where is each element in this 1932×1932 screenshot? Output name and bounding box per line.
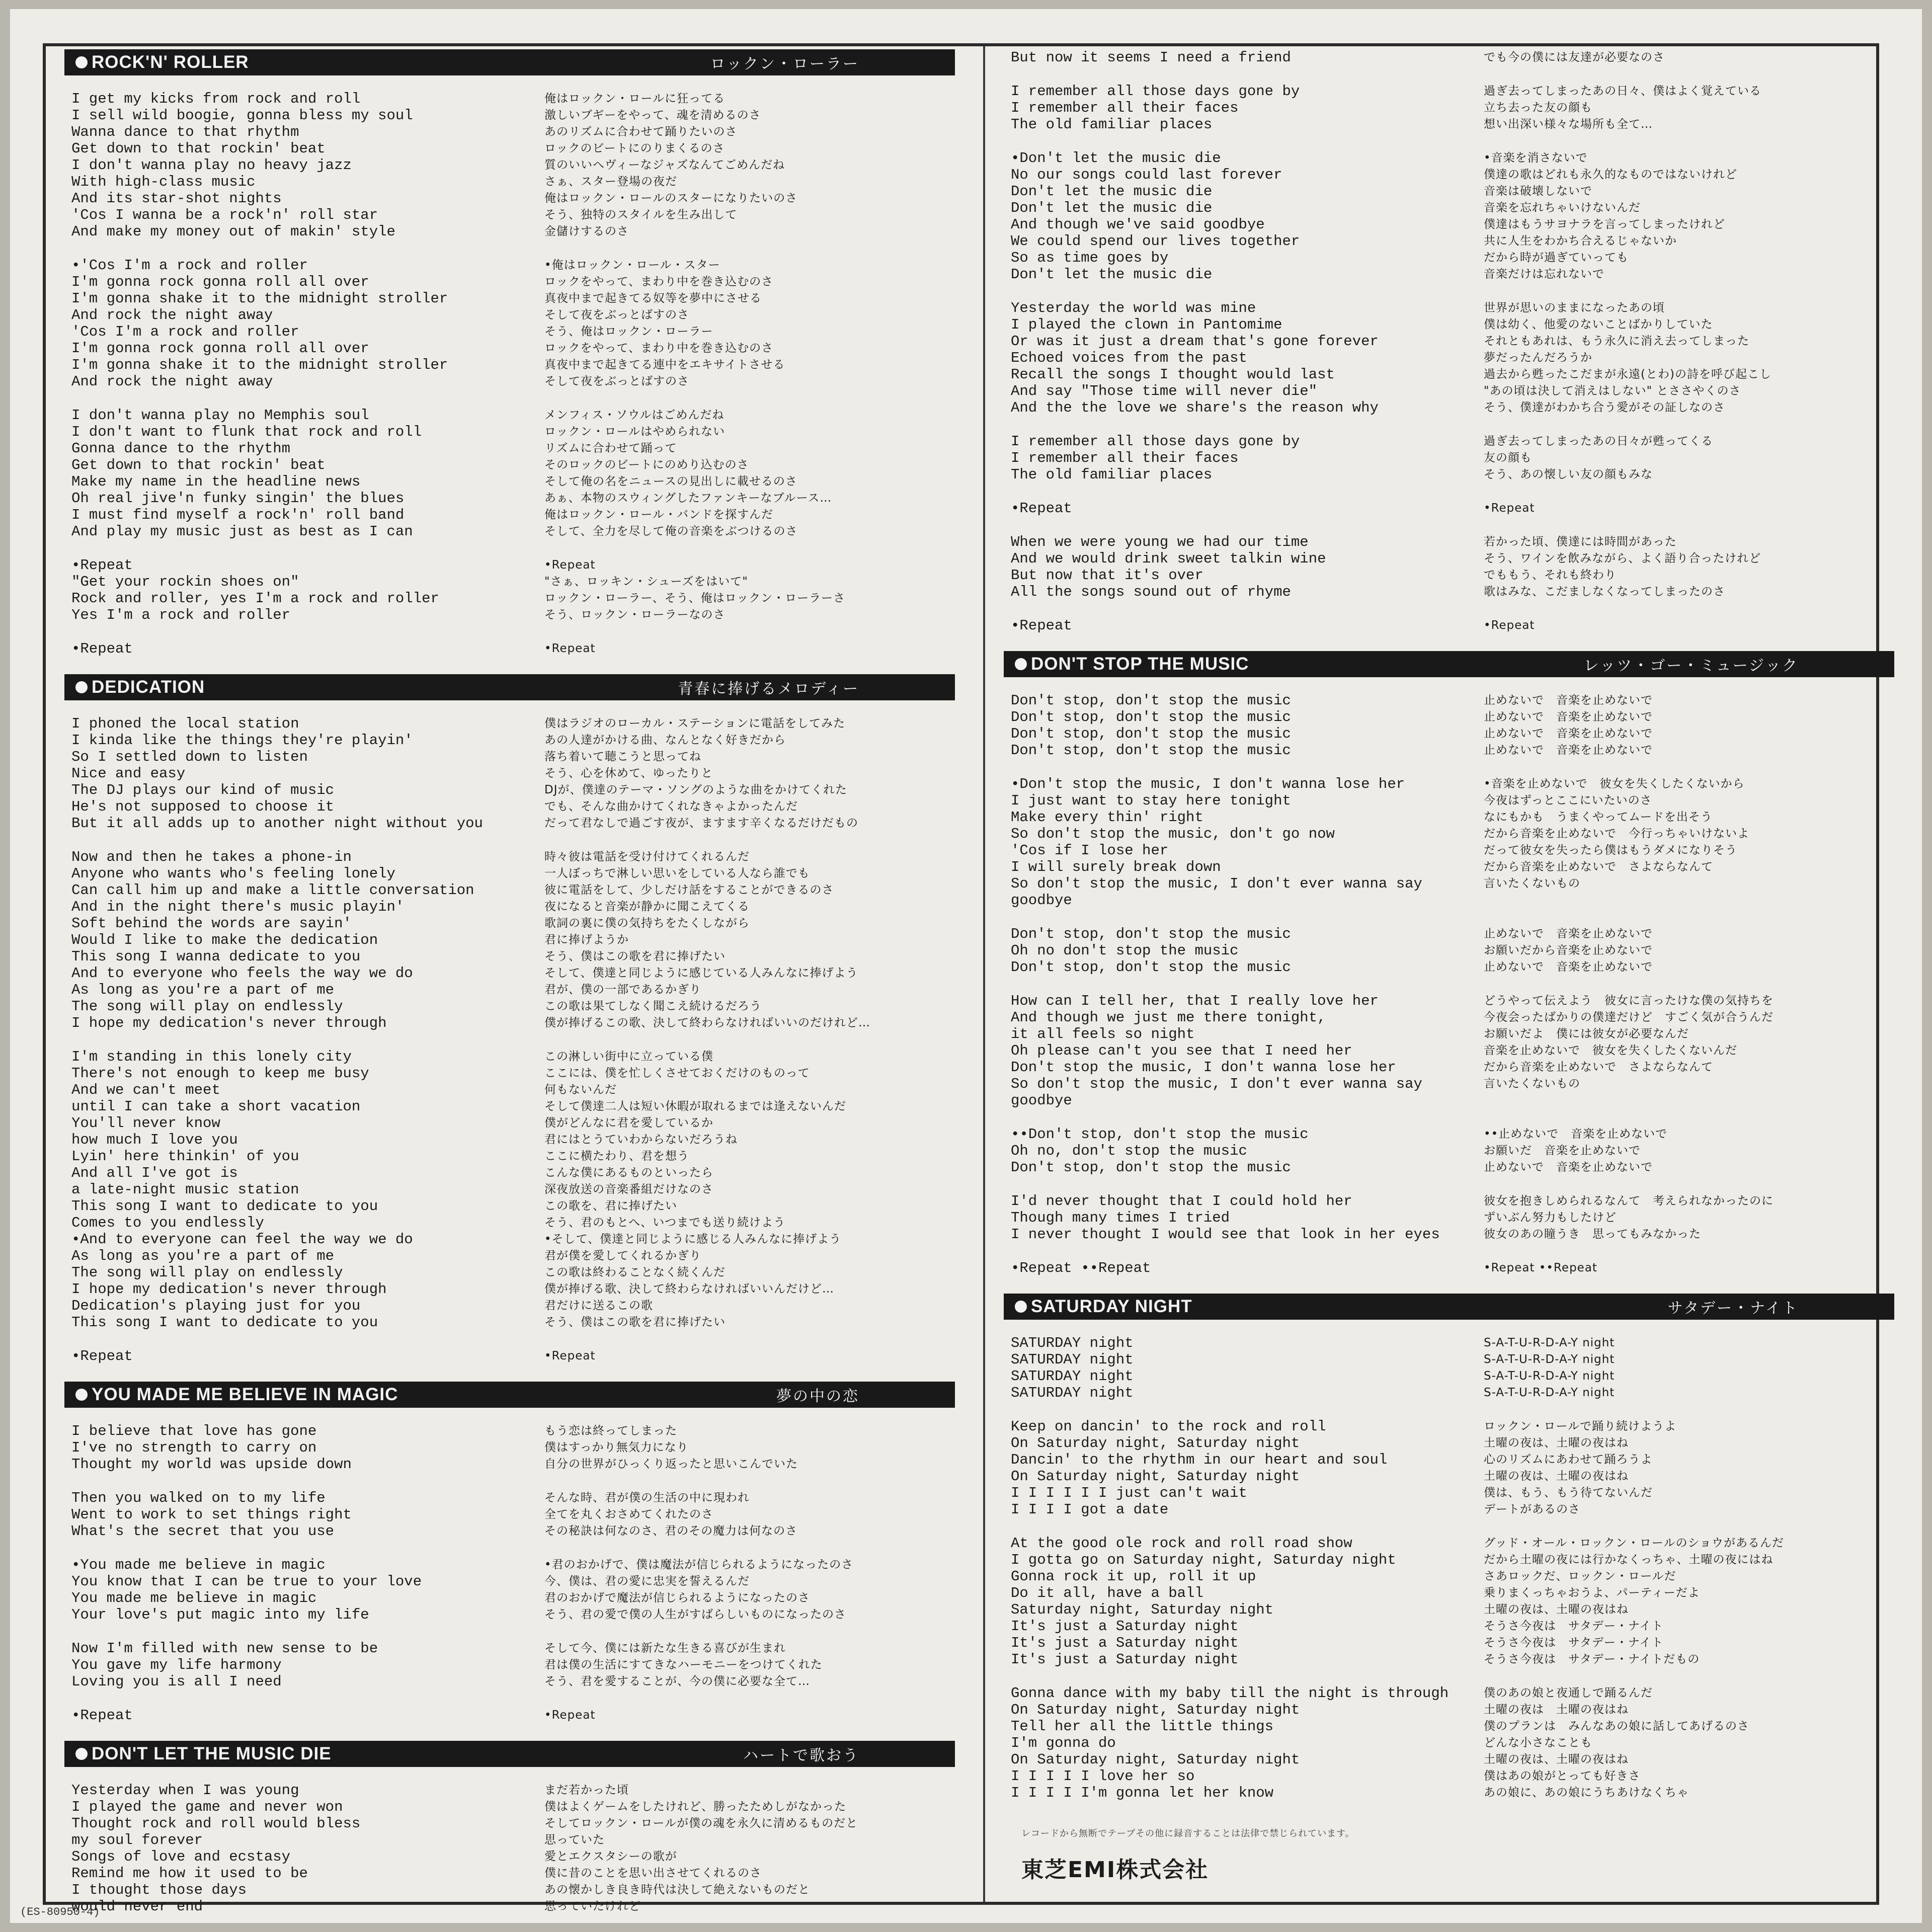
lyric-japanese: •音楽を消さないで 僕達の歌はどれも永久的なものではないけれど 音楽は破壊しないで 音楽を忘れちゃいけないんだ 僕達はもうサヨナラを言ってしまったけれど 共に人生をわかち合えるじゃないか だから時が過ぎていっても 音楽だけは忘れないで (1484, 151, 1737, 281)
lyric-english: •Repeat "Get your rockin shoes on" Rock and roller, yes I'm a rock and roller Yes I'm a rock and roller (71, 557, 439, 623)
lyric-stanza (1011, 49, 1894, 66)
lyric-english: I'd never thought that I could hold her Though many times I tried I never thought I would see that look in her eyes (1011, 1193, 1440, 1243)
lyric-japanese: 俺はロックン・ロールに狂ってる 激しいブギーをやって、魂を清めるのさ あのリズムに合わせて踊りたいのさ ロックのビートにのりまくるのさ 質のいいヘヴィーなジャズなんてごめんだね さぁ、スター登場の夜だ 俺はロックン・ロールのスターになりたいのさ そう、独特のスタイルを生み出して 金儲けするのさ (544, 92, 798, 238)
lyric-japanese: ••止めないで 音楽を止めないで お願いだ 音楽を止めないで 止めないで 音楽を止めないで (1484, 1128, 1668, 1174)
lyric-japanese: 過ぎ去ってしまったあの日々が甦ってくる 友の顔も そう、あの懐しい友の顔もみな (1484, 435, 1713, 481)
lyric-japanese: まだ若かった頃 僕はよくゲームをしたけれど、勝ったためしがなかった そしてロックン・ロールが僕の魂を永久に清めるものだと 思っていた 愛とエクスタシーの歌が 僕に昔のことを思い出させてくれるのさ あの懐かしき良き時代は決して絶えないものだと 思っていたけれど (544, 1784, 858, 1913)
lyric-stanza (1011, 83, 1894, 133)
left-column (64, 49, 955, 1915)
song-title-en (75, 1385, 398, 1405)
song-title-en-text: DON'T LET THE MUSIC DIE (92, 1744, 332, 1763)
song-title-en (1015, 1297, 1192, 1317)
lyric-japanese: 止めないで 音楽を止めないで 止めないで 音楽を止めないで 止めないで 音楽を止めないで 止めないで 音楽を止めないで (1484, 694, 1653, 757)
song-title-en-text: SATURDAY NIGHT (1031, 1297, 1192, 1316)
lyric-japanese: どうやって伝えよう 彼女に言ったけな僕の気持ちを 今夜会ったばかりの僕達だけど すごく気が合うんだ お願いだよ 僕には彼女が必要なんだ 音楽を止めないで 彼女を失くしたくないんだ だから音楽を止めないで さよならなんて 言いたくないもの (1484, 994, 1774, 1090)
lyric-english: •You made me believe in magic You know that I can be true to your love You made me believe in magic Your love's put magic into my life (71, 1557, 422, 1623)
song-title-bar (64, 674, 955, 700)
lyric-stanza (1011, 534, 1894, 600)
lyric-english: •Repeat (71, 1707, 133, 1724)
bullet-icon (75, 56, 88, 68)
lyric-japanese: 若かった頃、僕達には時間があった そう、ワインを飲みながら、よく語り合ったけれど でももう、それも終わり 歌はみな、こだましなくなってしまったのさ (1484, 535, 1761, 598)
lyric-stanza (1011, 1418, 1894, 1518)
lyric-japanese: もう恋は終ってしまった 僕はすっかり無気力になり 自分の世界がひっくり返ったと思いこんでいた (544, 1424, 798, 1471)
lyric-stanza (71, 1640, 955, 1690)
song-title-jp: ロックン・ローラー (710, 55, 859, 73)
song-section (1004, 1294, 1894, 1801)
lyric-stanza (1011, 993, 1894, 1109)
lyric-japanese: メンフィス・ソウルはごめんだね ロックン・ロールはやめられない リズムに合わせて踊って そのロックのビートにのめり込むのさ そして俺の名をニュースの見出しに載せるのさ あぁ、本物のスウィングしたファンキーなブルース… 俺はロックン・ロール・バンドを探すんだ そして、全力を尽して俺の音楽をぶつけるのさ (544, 409, 832, 538)
lyric-stanza (1011, 1260, 1894, 1276)
right-column (1004, 49, 1894, 1891)
song-title-jp: 青春に捧げるメロディー (678, 680, 859, 698)
lyric-english: •Repeat (71, 1348, 133, 1364)
lyric-japanese: 彼女を抱きしめられるなんて 考えられなかったのに ずいぶん努力もしたけど 彼女のあの瞳うき 思ってもみなかった (1484, 1194, 1774, 1241)
lyric-english: ••Don't stop, don't stop the music Oh no, don't stop the music Don't stop, don't stop the music (1011, 1126, 1309, 1176)
lyric-japanese: 時々彼は電話を受け付けてくれるんだ 一人ぼっちで淋しい思いをしている人なら誰でも 彼に電話をして、少しだけ話をすることができるのさ 夜になると音楽が静かに聞こえてくる 歌詞の裏に僕の気持ちをたくしながら 君に捧げようか そう、僕はこの歌を君に捧げたい そして、僕達と同じように感じている人みんなに捧げよう 君が、僕の一部であるかぎり この歌は果てしなく聞こえ続けるだろう 僕が捧げるこの歌、決して終わらなければいいのだけれど… (544, 850, 870, 1029)
lyric-stanza (71, 640, 955, 657)
lyric-stanza (1011, 1335, 1894, 1401)
song-section (1004, 49, 1894, 634)
lyric-english: •Repeat ••Repeat (1011, 1260, 1151, 1276)
lyric-english: I remember all those days gone by I remember all their faces The old familiar places (1011, 433, 1300, 483)
lyric-stanza (1011, 300, 1894, 416)
song-title-en (1015, 654, 1249, 674)
song-title-bar (64, 49, 955, 75)
lyric-english: SATURDAY night SATURDAY night SATURDAY night SATURDAY night (1011, 1335, 1134, 1401)
song-section (64, 1382, 955, 1724)
lyric-english: •Repeat (1011, 617, 1072, 634)
company-name: 東芝EMI株式会社 (1021, 1857, 1209, 1883)
bullet-icon (1015, 658, 1027, 670)
lyric-japanese: この淋しい街中に立っている僕 ここには、僕を忙しくさせておくだけのものって 何もないんだ そして僕達二人は短い休暇が取れるまでは逢えないんだ 僕がどんなに君を愛しているか 君にはとうていわからないだろうね ここに横たわり、君を想う こんな僕にあるものといったら 深夜放送の音楽番組だけなのさ この歌を、君に捧げたい そう、君のもとへ、いつまでも送り続けよう •そして、僕達と同じように感じる人みんなに捧げよう 君が僕を愛してくれるかぎり この歌は終わることなく続くんだ 僕が捧げる歌、決して終わらなければいいんだけど… 君だけに送るこの歌 そう、僕はこの歌を君に捧げたい (544, 1050, 846, 1329)
lyric-sheet (10, 9, 1922, 1923)
lyric-japanese: 僕のあの娘と夜通しで踊るんだ 土曜の夜は 土曜の夜はね 僕のプランは みんなあの娘に話してあげるのさ どんな小さなことも 土曜の夜は、土曜の夜はね 僕はあの娘がとっても好きさ あの娘に、あの娘にうちあけなくちゃ (1484, 1686, 1749, 1799)
lyric-japanese: 止めないで 音楽を止めないで お願いだから音楽を止めないで 止めないで 音楽を止めないで (1484, 927, 1653, 974)
lyric-japanese: グッド・オール・ロックン・ロールのショウがあるんだ だから土曜の夜には行かなくっちゃ、土曜の夜にはね さあロックだ、ロックン・ロールだ 乗りまくっちゃおうよ、パーティーだよ 土曜の夜は、土曜の夜はね そうさ今夜は サタデー・ナイト そうさ今夜は サタデー・ナイト そうさ今夜は サタデー・ナイトだもの (1484, 1537, 1785, 1666)
lyric-english: I get my kicks from rock and roll I sell wild boogie, gonna bless my soul Wanna dance to that rhythm Get down to that rockin' beat I don't wanna play no heavy jazz With high-class music And its star-shot nights 'Cos I wanna be a rock'n' roll star And make my money out of makin' style (71, 91, 413, 240)
bullet-icon (1015, 1301, 1027, 1313)
lyric-stanza (71, 407, 955, 540)
lyric-stanza (71, 715, 955, 832)
lyric-english: How can I tell her, that I really love her And though we just me there tonight, it all feels so night Oh please can't you see that I need her Don't stop the music, I don't wanna lose her So don't stop the music, I don't ever wanna say goodbye (1011, 993, 1422, 1109)
lyric-stanza (71, 257, 955, 390)
lyric-stanza (1011, 1126, 1894, 1176)
lyric-stanza (71, 1348, 955, 1364)
lyric-japanese: 過ぎ去ってしまったあの日々、僕はよく覚えている 立ち去った友の顔も 想い出深い様々な場所も全て… (1484, 85, 1761, 131)
lyric-stanza (71, 557, 955, 623)
song-title-en (75, 677, 205, 697)
footer (1021, 1826, 1355, 1884)
lyric-stanza (71, 1707, 955, 1724)
lyric-english: Yesterday the world was mine I played the clown in Pantomime Or was it just a dream that's gone forever Echoed voices from the past Recall the songs I thought would last And say "Those time will never die" And the the love we share's the reason why (1011, 300, 1379, 416)
song-section (64, 1741, 955, 1915)
song-section (1004, 651, 1894, 1276)
lyric-english: I don't wanna play no Memphis soul I don't want to flunk that rock and roll Gonna dance to the rhythm Get down to that rockin' beat Make my name in the headline news Oh real jive'n funky singin' the blues I must find myself a rock'n' roll band And play my music just as best as I can (71, 407, 422, 540)
lyric-stanza (71, 849, 955, 1031)
catalog-number: (ES-80950-4) (20, 1906, 100, 1918)
lyric-japanese: S-A-T-U-R-D-A-Y night S-A-T-U-R-D-A-Y night S-A-T-U-R-D-A-Y night S-A-T-U-R-D-A-Y night (1484, 1336, 1615, 1399)
bullet-icon (75, 1389, 88, 1401)
lyric-stanza (1011, 926, 1894, 976)
song-title-bar (64, 1382, 955, 1408)
lyric-stanza (71, 1490, 955, 1540)
song-title-en-text: YOU MADE ME BELIEVE IN MAGIC (92, 1385, 398, 1404)
lyric-japanese: そんな時、君が僕の生活の中に現われ 全てを丸くおさめてくれたのさ その秘訣は何なのさ、君のその魔力は何なのさ (544, 1491, 798, 1538)
lyric-english: •Don't stop the music, I don't wanna lose her I just want to stay here tonight Make every thin' right So don't stop the music, don't go now 'Cos if I lose her I will surely break down So don't stop the music, I don't ever wanna say goodbye (1011, 776, 1422, 909)
song-title-jp: ハートで歌おう (743, 1747, 859, 1764)
lyric-english: But now it seems I need a friend (1011, 49, 1291, 66)
lyric-stanza (71, 91, 955, 240)
lyric-english: Now I'm filled with new sense to be You gave my life harmony Loving you is all I need (71, 1640, 378, 1690)
lyric-stanza (71, 1423, 955, 1473)
lyric-english: I phoned the local station I kinda like the things they're playin' So I settled down to listen Nice and easy The DJ plays our kind of music He's not supposed to choose it But it all adds up to another night without you (71, 715, 483, 832)
song-title-en (75, 1744, 332, 1764)
song-title-en-text: DEDICATION (92, 677, 205, 697)
lyric-stanza (1011, 1535, 1894, 1668)
song-title-jp: 夢の中の恋 (776, 1388, 859, 1405)
lyric-japanese: そして今、僕には新たな生きる喜びが生まれ 君は僕の生活にすてきなハーモニーをつけてくれた そう、君を愛することが、今の僕に必要な全て… (544, 1642, 823, 1688)
lyric-japanese: 僕はラジオのローカル・ステーションに電話をしてみた あの人達がかける曲、なんとなく好きだから 落ち着いて聴こうと思ってね そう、心を休めて、ゆったりと DJが、僕達のテーマ・ソングのような曲をかけてくれた でも、そんな曲かけてくれなきゃよかったんだ だって君なしで過ごす夜が、ますます辛くなるだけだもの (544, 717, 858, 830)
lyric-english: Don't stop, don't stop the music Oh no don't stop the music Don't stop, don't stop the music (1011, 926, 1291, 976)
lyric-stanza (71, 1782, 955, 1915)
copyright-notice: レコードから無断でテープその他に録音することは法律で禁じられています。 (1021, 1828, 1355, 1839)
lyric-japanese: •Repeat (1484, 502, 1535, 515)
song-title-jp: レッツ・ゴー・ミュージック (1583, 657, 1799, 675)
song-title-jp: サタデー・ナイト (1667, 1300, 1799, 1317)
song-title-en (75, 52, 249, 72)
lyric-english: Keep on dancin' to the rock and roll On Saturday night, Saturday night Dancin' to the rhythm in our heart and soul On Saturday night, Saturday night I I I I I I just can't wait I I I I got a date (1011, 1418, 1388, 1518)
lyric-english: Gonna dance with my baby till the night is through On Saturday night, Saturday night Tell her all the little things I'm gonna do On Saturday night, Saturday night I I I I I love her so I I I I I'm gonna let her know (1011, 1685, 1449, 1801)
song-section (64, 674, 955, 1364)
lyric-stanza (1011, 776, 1894, 909)
lyric-english: I'm standing in this lonely city There's not enough to keep me busy And we can't meet until I can take a short vacation You'll never know how much I love you Lyin' here thinkin' of you And all I've got is a late-night music station This song I want to dedicate to you Comes to you endlessly •And to everyone can feel the way we do As long as you're a part of me The song will play on endlessly I hope my dedication's never through Dedication's playing just for you This song I want to dedicate to you (71, 1049, 413, 1331)
lyric-english: At the good ole rock and roll road show I gotta go on Saturday night, Saturday night Gonna rock it up, roll it up Do it all, have a ball Saturday night, Saturday night It's just a Saturday night It's just a Saturday night It's just a Saturday night (1011, 1535, 1396, 1668)
lyric-english: •Repeat (71, 640, 133, 657)
lyric-stanza (1011, 150, 1894, 283)
lyric-english: •'Cos I'm a rock and roller I'm gonna rock gonna roll all over I'm gonna shake it to the midnight stroller And rock the night away 'Cos I'm a rock and roller I'm gonna rock gonna roll all over I'm gonna shake it to the midnight stroller And rock the night away (71, 257, 448, 390)
lyric-english: I remember all those days gone by I remember all their faces The old familiar places (1011, 83, 1300, 133)
lyric-stanza (71, 1557, 955, 1623)
column-divider (983, 46, 985, 1902)
lyric-stanza (1011, 1685, 1894, 1801)
lyric-stanza (1011, 500, 1894, 517)
song-title-bar (1004, 651, 1894, 677)
lyric-japanese: •音楽を止めないで 彼女を失くしたくないから 今夜はずっとここにいたいのさ なにもかも うまくやってムードを出そう だから音楽を止めないで 今行っちゃいけないよ だって彼女を失ったら僕はもうダメになりそう だから音楽を止めないで さよならなんて 言いたくないもの (1484, 777, 1749, 890)
lyric-japanese: •俺はロックン・ロール・スター ロックをやって、まわり中を巻き込むのさ 真夜中まで起きてる奴等を夢中にさせる そして夜をぶっとばすのさ そう、俺はロックン・ローラー ロックをやって、まわり中を巻き込むのさ 真夜中まで起きてる連中をエキサイトさせる そして夜をぶっとばすのさ (544, 259, 785, 388)
lyric-english: •Don't let the music die No our songs could last forever Don't let the music die Don't let the music die And though we've said goodbye We could spend our lives together So as time goes by Don't let the music die (1011, 150, 1300, 283)
song-section (64, 49, 955, 657)
lyric-english: Yesterday when I was young I played the game and never won Thought rock and roll would bless my soul forever Songs of love and ecstasy Remind me how it used to be I thought those days would never end (71, 1782, 361, 1915)
lyric-stanza (1011, 692, 1894, 759)
lyric-japanese: •君のおかげで、僕は魔法が信じられるようになったのさ 今、僕は、君の愛に忠実を誓えるんだ 君のおかげで魔法が信じられるようになったのさ そう、君の愛で僕の人生がすばらしいものになったのさ (544, 1558, 854, 1621)
bullet-icon (75, 1748, 88, 1760)
lyric-english: When we were young we had our time And we would drink sweet talkin wine But now that it's over All the songs sound out of rhyme (1011, 534, 1326, 600)
song-title-bar (1004, 1294, 1894, 1320)
lyric-japanese: •Repeat ••Repeat (1484, 1261, 1597, 1274)
lyric-english: Now and then he takes a phone-in Anyone who wants who's feeling lonely Can call him up and make a little conversation And in the night there's music playin' Soft behind the words are sayin' Would I like to make the dedication This song I wanna dedicate to you And to everyone who feels the way we do As long as you're a part of me The song will play on endlessly I hope my dedication's never through (71, 849, 474, 1031)
lyric-stanza (1011, 433, 1894, 483)
lyric-japanese: •Repeat (544, 1349, 596, 1362)
lyric-english: I believe that love has gone I've no strength to carry on Thought my world was upside down (71, 1423, 352, 1473)
lyric-stanza (1011, 1193, 1894, 1243)
lyric-english: •Repeat (1011, 500, 1072, 517)
lyric-japanese: ロックン・ロールで踊り続けようよ 土曜の夜は、土曜の夜はね 心のリズムにあわせて踊ろうよ 土曜の夜は、土曜の夜はね 僕は、もう、もう待てないんだ デートがあるのさ (1484, 1420, 1677, 1516)
lyric-stanza (1011, 617, 1894, 634)
bullet-icon (75, 681, 88, 693)
lyric-japanese: 世界が思いのままになったあの頃 僕は幼く、他愛のないことばかりしていた それともあれは、もう永久に消え去ってしまった 夢だったんだろうか 過去から甦ったこだまが永遠(とわ)の詩を呼び起こし "あの頃は決して消えはしない" とささやくのさ そう、僕達がわかち合う愛がその証しなのさ (1484, 301, 1772, 414)
song-title-bar (64, 1741, 955, 1767)
lyric-japanese: でも今の僕には友達が必要なのさ (1484, 51, 1665, 64)
lyric-english: Then you walked on to my life Went to work to set things right What's the secret that you use (71, 1490, 352, 1540)
lyric-stanza (71, 1049, 955, 1331)
lyric-english: Don't stop, don't stop the music Don't stop, don't stop the music Don't stop, don't stop the music Don't stop, don't stop the music (1011, 692, 1291, 759)
lyric-japanese: •Repeat (544, 1709, 596, 1722)
lyric-japanese: •Repeat (1484, 619, 1535, 632)
song-title-en-text: ROCK'N' ROLLER (92, 52, 249, 72)
song-title-en-text: DON'T STOP THE MUSIC (1031, 654, 1249, 674)
lyric-japanese: •Repeat (544, 642, 596, 655)
lyric-japanese: •Repeat "さぁ、ロッキン・シューズをはいて" ロックン・ローラー、そう、俺はロックン・ローラーさ そう、ロックン・ローラーなのさ (544, 558, 846, 621)
